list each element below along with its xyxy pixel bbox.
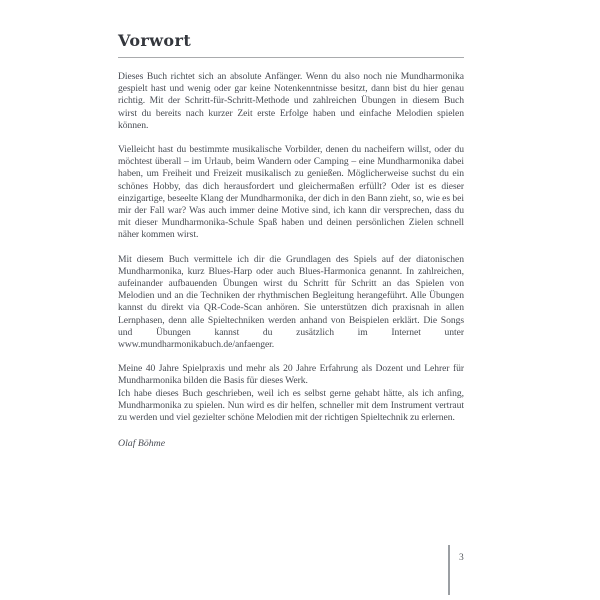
preface-paragraph: Meine 40 Jahre Spielpraxis und mehr als 20 Jahre Erfahrung als Dozent und Lehrer für Mundharmonika bilden die Basis für dieses Werk. <box>118 363 464 387</box>
preface-body <box>118 71 464 424</box>
title-rule <box>118 57 464 58</box>
footer-divider-line <box>448 545 450 595</box>
preface-paragraph: Dieses Buch richtet sich an absolute Anfänger. Wenn du also noch nie Mundharmonika gespielt hast und wenig oder gar keine Notenkenntnisse besitzt, dann bist du hier genau richtig. Mit der Schritt-für-Schritt-Methode und zahlreichen Übungen in diesem Buch wirst du bereits nach kurzer Zeit erste Erfolge haben und einfache Melodien spielen können. <box>118 71 464 131</box>
page-title: Vorwort <box>118 31 192 50</box>
preface-content <box>118 31 464 449</box>
page-number: 3 <box>459 553 464 563</box>
author-signature: Olaf Böhme <box>118 438 166 450</box>
preface-paragraph: Ich habe dieses Buch geschrieben, weil ich es selbst gerne gehabt hätte, als ich anfing, Mundharmonika zu spielen. Nun wird es dir helfen, schneller mit dem Instrument vertraut zu werden und viel gezielter schöne Melodien mit der richtigen Spieltechnik zu erlernen. <box>118 387 464 424</box>
preface-paragraph: Vielleicht hast du bestimmte musikalische Vorbilder, denen du nacheifern willst, oder du möchtest überall – im Urlaub, beim Wandern oder Camping – eine Mundharmonika dabei haben, um Freiheit und Freizeit musikalisch zu genießen. Möglicherweise suchst du ein schönes Hobby, das dich herausfordert und gleichermaßen erfüllt? Oder ist es dieser einzigartige, beseelte Klang der Mundharmonika, der dich in den Bann zieht, so, wie es bei mir der Fall war? Was auch immer deine Motive sind, ich kann dir versprechen, dass du mit dieser Mundharmonika-Schule Spaß haben und deinen persönlichen Zielen schnell näher kommen wirst. <box>118 144 464 241</box>
preface-paragraph: Mit diesem Buch vermittele ich dir die Grundlagen des Spiels auf der diatonischen Mundharmonika, kurz Blues-Harp oder auch Blues-Harmonica genannt. In zahlreichen, aufeinander aufbauenden Übungen wirst du Schritt für Schritt an das Spielen von Melodien und an die Techniken der rhythmischen Begleitung herangeführt. Alle Übungen kannst du direkt via QR-Code-Scan anhören. Sie unterstützen dich praxisnah in allen Lernphasen, denn alle Spieltechniken werden anhand von Beispielen erklärt. Die Songs und Übungen kannst du zusätzlich im Internet unter www.mundharmonikabuch.de/anfaenger. <box>118 253 464 351</box>
